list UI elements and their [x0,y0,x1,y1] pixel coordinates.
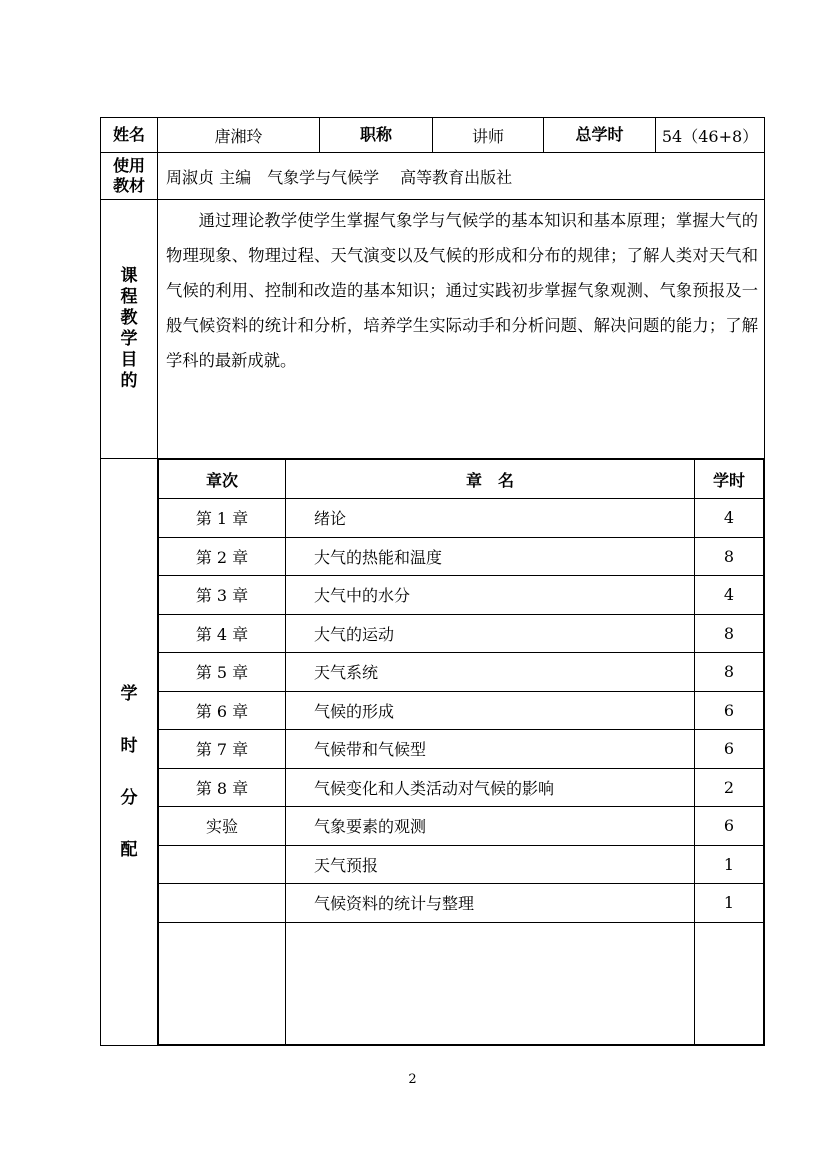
name-label: 姓名 [101,118,158,153]
chapter-name-cell: 气候带和气候型 [286,730,695,769]
allocation-row-item [159,653,764,692]
hours-cell: 1 [695,845,764,884]
total-hours-value: 54（46+8） [656,118,765,153]
hours-cell: 8 [695,614,764,653]
chapter-name-cell: 天气系统 [286,653,695,692]
chapter-cell: 第 1 章 [159,499,286,538]
title-label: 职称 [320,118,433,153]
allocation-row-item [159,691,764,730]
allocation-label-char: 配 [120,839,138,860]
allocation-row-item [159,614,764,653]
allocation-label-char: 学 [120,683,138,704]
hours-cell: 2 [695,768,764,807]
allocation-label [101,459,158,1046]
textbook-label-line1: 使用 [112,156,145,175]
chapter-cell: 实验 [159,807,286,846]
chapter-cell [159,845,286,884]
textbook-value: 周淑贞 主编 气象学与气候学 高等教育出版社 [158,153,765,200]
allocation-row-item [159,884,764,923]
textbook-row [101,153,765,200]
chapter-name-cell: 大气的运动 [286,614,695,653]
allocation-header-row [159,460,764,499]
allocation-label-char: 时 [120,735,138,756]
chapter-cell: 第 5 章 [159,653,286,692]
chapter-cell: 第 4 章 [159,614,286,653]
allocation-cell [158,459,765,1046]
objective-label-char: 教 [120,308,138,328]
allocation-spacer-row [159,922,764,1044]
objective-row [101,200,765,459]
chapter-cell: 第 7 章 [159,730,286,769]
total-hours-label: 总学时 [544,118,656,153]
hours-cell: 4 [695,576,764,615]
spacer-cell [286,922,695,1044]
hours-cell: 1 [695,884,764,923]
chapter-name-cell: 大气中的水分 [286,576,695,615]
chapter-name-cell: 气候资料的统计与整理 [286,884,695,923]
hours-cell: 6 [695,730,764,769]
chapter-name-cell: 天气预报 [286,845,695,884]
hours-cell: 8 [695,653,764,692]
allocation-row-item [159,537,764,576]
chapter-name-cell: 气候的形成 [286,691,695,730]
objective-text: 通过理论教学使学生掌握气象学与气候学的基本知识和基本原理；掌握大气的物理现象、物理过程、天气演变以及气候的形成和分布的规律；了解人类对天气和气候的利用、控制和改造的基本知识；通过实践初步掌握气象观测、气象预报及一般气候资料的统计和分析，培养学生实际动手和分析问题、解决问题的能力；了解学科的最新成就。 [158,200,765,459]
allocation-row-item [159,768,764,807]
objective-label-chars [101,266,157,392]
textbook-label-line2: 教材 [112,176,145,195]
chapter-name-cell: 气候变化和人类活动对气候的影响 [286,768,695,807]
objective-label-char: 学 [120,329,138,349]
allocation-row-item [159,807,764,846]
name-value: 唐湘玲 [158,118,320,153]
hours-cell: 6 [695,807,764,846]
spacer-cell [695,922,764,1044]
allocation-row-item [159,576,764,615]
objective-label [101,200,158,459]
chapter-name-cell: 绪论 [286,499,695,538]
page-number: 2 [408,1072,417,1087]
header-row [101,118,765,153]
objective-label-char: 程 [120,287,138,307]
col-name-header: 章 名 [286,460,695,499]
allocation-row-item [159,845,764,884]
col-hours-header: 学时 [695,460,764,499]
allocation-row-item [159,499,764,538]
allocation-row-item [159,730,764,769]
title-value: 讲师 [433,118,544,153]
hours-cell: 4 [695,499,764,538]
objective-label-char: 目 [120,350,138,370]
course-info-table [100,117,765,1046]
objective-label-char: 课 [120,266,138,286]
chapter-cell: 第 2 章 [159,537,286,576]
col-chapter-header: 章次 [159,460,286,499]
chapter-name-cell: 气象要素的观测 [286,807,695,846]
allocation-table [158,459,764,1045]
textbook-label [101,153,158,200]
objective-label-char: 的 [120,371,138,391]
chapter-cell [159,884,286,923]
chapter-name-cell: 大气的热能和温度 [286,537,695,576]
allocation-label-chars [101,628,157,876]
hours-cell: 8 [695,537,764,576]
chapter-cell: 第 8 章 [159,768,286,807]
chapter-cell: 第 6 章 [159,691,286,730]
hours-cell: 6 [695,691,764,730]
spacer-cell [159,922,286,1044]
allocation-label-char: 分 [120,787,138,808]
chapter-cell: 第 3 章 [159,576,286,615]
allocation-row [101,459,765,1046]
